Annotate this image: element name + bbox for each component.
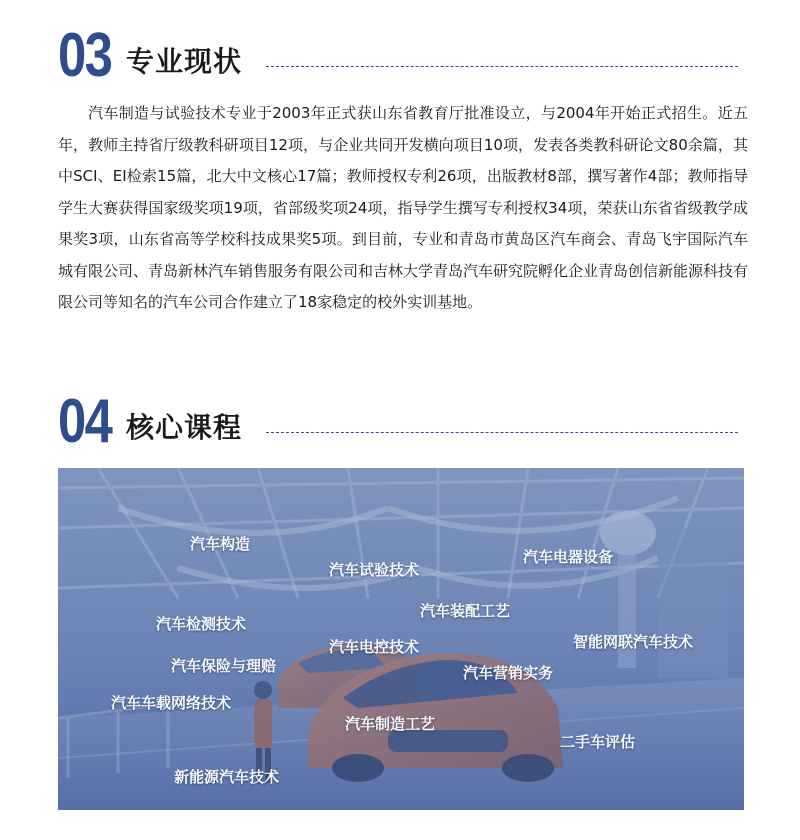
course-label: 汽车保险与理赔 [171,657,277,675]
course-label: 汽车制造工艺 [345,715,436,733]
status-paragraph: 汽车制造与试验技术专业于2003年正式获山东省教育厅批准设立，与2004年开始正式招生。近五年，教师主持省厅级教科研项目12项，与企业共同开发横向项目10项，发表各类教科研论文80余篇，其中SCI、EI检索15篇，北大中文核心17篇；教师授权专利26项，出版教材8部，撰写著作4部；教师指导学生大赛获得国家级奖项19项，省部级奖项24项，指导学生撰写专利授权34项，荣获山东省省级教学成果奖3项，山东省高等学校科技成果奖5项。到目前，专业和青岛市黄岛区汽车商会、青岛飞宇国际汽车城有限公司、青岛新林汽车销售服务有限公司和吉林大学青岛汽车研究院孵化企业青岛创信新能源科技有限公司等知名的汽车公司合作建立了18家稳定的校外实训基地。 [58,104,749,311]
course-label: 二手车评估 [560,733,636,751]
section-title: 专业现状 [126,45,243,78]
course-label: 汽车装配工艺 [420,602,511,620]
section-title: 核心课程 [126,411,243,444]
dashed-divider [266,432,738,433]
section-number: 03 [58,21,112,90]
dashed-divider [266,66,738,67]
course-panel [58,468,744,810]
course-label: 汽车营销实务 [463,664,554,682]
course-label: 汽车电控技术 [329,638,420,656]
section-number: 04 [58,387,112,456]
course-label: 新能源汽车技术 [174,768,280,786]
course-label: 智能网联汽车技术 [573,633,694,651]
course-label: 汽车检测技术 [156,615,247,633]
section-header-04 [58,387,748,456]
section-header-03 [58,21,748,90]
course-label: 汽车试验技术 [329,561,420,579]
course-label: 汽车电器设备 [523,548,614,566]
course-label: 汽车车载网络技术 [111,694,232,712]
course-label: 汽车构造 [190,535,251,553]
